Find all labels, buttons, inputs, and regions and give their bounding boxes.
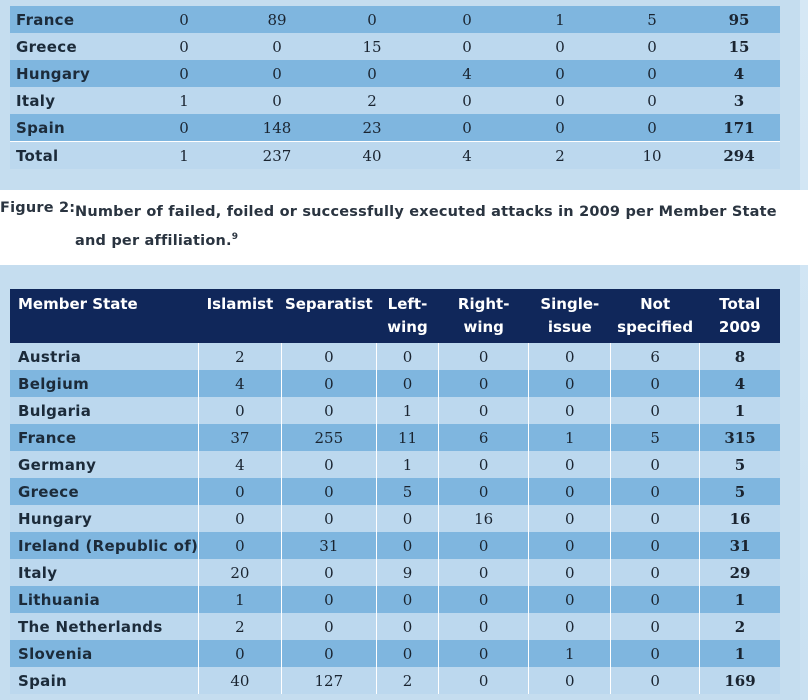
table-cell: 0 [138, 114, 230, 142]
table-cell: 37 [199, 424, 282, 451]
table-cell: 1 [199, 586, 282, 613]
table-cell: 0 [420, 114, 514, 142]
table-cell: 0 [281, 640, 376, 667]
table-cell: 0 [529, 559, 611, 586]
table-cell: 31 [281, 532, 376, 559]
table-row [10, 142, 780, 170]
table-cell: 0 [138, 60, 230, 87]
table-cell: 0 [529, 478, 611, 505]
table-row [10, 6, 780, 33]
row-total: 95 [698, 6, 780, 33]
table-cell: 0 [281, 586, 376, 613]
table-cell: 0 [281, 343, 376, 370]
figure-text [75, 200, 805, 254]
table-cell: 0 [376, 586, 438, 613]
row-label: France [10, 6, 138, 33]
row-label: Spain [10, 114, 138, 142]
row-label: Belgium [10, 370, 199, 397]
row-total: 16 [700, 505, 780, 532]
column-header: Right- wing [438, 289, 528, 343]
table-row [10, 424, 780, 451]
table-cell: 0 [420, 6, 514, 33]
table-cell: 0 [438, 370, 528, 397]
row-total: 171 [698, 114, 780, 142]
table-cell: 15 [324, 33, 420, 60]
table-cell: 4 [420, 142, 514, 170]
table-cell: 4 [420, 60, 514, 87]
table-cell: 10 [606, 142, 698, 170]
table-row [10, 114, 780, 142]
table-cell: 0 [611, 397, 700, 424]
table-cell: 0 [281, 613, 376, 640]
table-row [10, 640, 780, 667]
row-total: 4 [698, 60, 780, 87]
row-label: The Netherlands [10, 613, 199, 640]
table-row [10, 532, 780, 559]
table-cell: 0 [438, 478, 528, 505]
table-cell: 0 [230, 60, 324, 87]
table-cell: 1 [529, 424, 611, 451]
table-row [10, 559, 780, 586]
table-cell: 0 [420, 33, 514, 60]
table-cell: 0 [611, 613, 700, 640]
table-cell: 0 [376, 613, 438, 640]
table-cell: 23 [324, 114, 420, 142]
table-cell: 0 [376, 505, 438, 532]
row-label: Slovenia [10, 640, 199, 667]
table-cell: 0 [514, 33, 606, 60]
table-cell: 5 [376, 478, 438, 505]
table-cell: 9 [376, 559, 438, 586]
table-cell: 0 [199, 397, 282, 424]
table-cell: 0 [529, 343, 611, 370]
figure-text-body: Number of failed, foiled or successfully executed attacks in 2009 per Member State and per affiliation. [75, 204, 777, 249]
table-row [10, 478, 780, 505]
table-cell: 40 [199, 667, 282, 694]
column-header: Separatist [281, 289, 376, 343]
row-total: 31 [700, 532, 780, 559]
table-cell: 0 [281, 559, 376, 586]
table-cell: 0 [281, 505, 376, 532]
row-label: France [10, 424, 199, 451]
table-cell: 16 [438, 505, 528, 532]
table-cell: 2 [199, 343, 282, 370]
row-total: 169 [700, 667, 780, 694]
table-cell: 237 [230, 142, 324, 170]
table-cell: 0 [376, 343, 438, 370]
table-cell: 0 [281, 451, 376, 478]
row-label: Greece [10, 33, 138, 60]
table-cell: 0 [611, 559, 700, 586]
table-cell: 0 [611, 586, 700, 613]
row-total: 1 [700, 640, 780, 667]
column-header: Total 2009 [700, 289, 780, 343]
table-cell: 0 [611, 370, 700, 397]
table-row [10, 613, 780, 640]
table-cell: 0 [606, 87, 698, 114]
table-cell: 0 [606, 33, 698, 60]
table-cell: 0 [611, 478, 700, 505]
table-header-row [10, 289, 780, 343]
row-total: 294 [698, 142, 780, 170]
table-cell: 0 [199, 532, 282, 559]
table-cell: 89 [230, 6, 324, 33]
row-label: Greece [10, 478, 199, 505]
table-cell: 0 [230, 33, 324, 60]
row-total: 15 [698, 33, 780, 60]
table-cell: 0 [438, 640, 528, 667]
table-cell: 0 [138, 33, 230, 60]
row-label: Hungary [10, 60, 138, 87]
table-cell: 1 [514, 6, 606, 33]
table-cell: 0 [438, 343, 528, 370]
table-cell: 0 [376, 370, 438, 397]
table-cell: 2 [199, 613, 282, 640]
table-cell: 0 [611, 667, 700, 694]
table-cell: 2 [324, 87, 420, 114]
table-row [10, 87, 780, 114]
row-total: 315 [700, 424, 780, 451]
column-header: Member State [10, 289, 199, 343]
table-cell: 0 [514, 114, 606, 142]
table-cell: 0 [611, 451, 700, 478]
table-cell: 0 [281, 478, 376, 505]
row-total: 29 [700, 559, 780, 586]
table-cell: 0 [529, 613, 611, 640]
row-label: Hungary [10, 505, 199, 532]
table-cell: 0 [514, 60, 606, 87]
table-cell: 0 [611, 640, 700, 667]
figure-label: Figure 2: [0, 200, 76, 216]
table-cell: 1 [529, 640, 611, 667]
table-row [10, 667, 780, 694]
table-cell: 0 [529, 397, 611, 424]
table-cell: 0 [529, 451, 611, 478]
column-header: Single- issue [529, 289, 611, 343]
table-cell: 0 [199, 640, 282, 667]
table-cell: 0 [281, 397, 376, 424]
row-label: Spain [10, 667, 199, 694]
table-cell: 0 [438, 532, 528, 559]
table-2008-continued [10, 6, 780, 169]
table-cell: 4 [199, 370, 282, 397]
row-total: 3 [698, 87, 780, 114]
row-total: 5 [700, 478, 780, 505]
table-cell: 0 [606, 114, 698, 142]
table-cell: 0 [420, 87, 514, 114]
table-cell: 127 [281, 667, 376, 694]
column-header: Left- wing [376, 289, 438, 343]
table-cell: 0 [376, 532, 438, 559]
row-total: 2 [700, 613, 780, 640]
table-cell: 0 [199, 478, 282, 505]
table-cell: 0 [438, 613, 528, 640]
footnote-ref[interactable]: 9 [231, 232, 239, 242]
table-cell: 40 [324, 142, 420, 170]
table-cell: 0 [438, 586, 528, 613]
row-total: 8 [700, 343, 780, 370]
table-row [10, 586, 780, 613]
row-total: 1 [700, 397, 780, 424]
table-cell: 148 [230, 114, 324, 142]
table-cell: 5 [606, 6, 698, 33]
table-cell: 0 [529, 586, 611, 613]
row-label: Bulgaria [10, 397, 199, 424]
table-cell: 0 [611, 532, 700, 559]
table-cell: 0 [529, 667, 611, 694]
table-cell: 0 [324, 60, 420, 87]
table-cell: 1 [376, 451, 438, 478]
row-label: Austria [10, 343, 199, 370]
table-cell: 0 [230, 87, 324, 114]
table-row [10, 33, 780, 60]
table-row [10, 397, 780, 424]
table-row [10, 505, 780, 532]
table-cell: 0 [324, 6, 420, 33]
row-total: 5 [700, 451, 780, 478]
row-total: 4 [700, 370, 780, 397]
row-label: Germany [10, 451, 199, 478]
table-cell: 0 [529, 505, 611, 532]
row-label: Total [10, 142, 138, 170]
table-cell: 0 [438, 451, 528, 478]
table-cell: 1 [376, 397, 438, 424]
table-cell: 6 [611, 343, 700, 370]
row-label: Lithuania [10, 586, 199, 613]
table-cell: 1 [138, 142, 230, 170]
table-cell: 4 [199, 451, 282, 478]
attacks-2009-table [10, 289, 780, 694]
table-cell: 5 [611, 424, 700, 451]
table-cell: 6 [438, 424, 528, 451]
table-cell: 20 [199, 559, 282, 586]
column-header: Islamist [199, 289, 282, 343]
table-cell: 0 [606, 60, 698, 87]
table-cell: 2 [376, 667, 438, 694]
table-row [10, 370, 780, 397]
table-cell: 0 [438, 667, 528, 694]
table-cell: 2 [514, 142, 606, 170]
table-cell: 0 [438, 397, 528, 424]
table-cell: 0 [281, 370, 376, 397]
column-header: Not specified [611, 289, 700, 343]
row-label: Italy [10, 87, 138, 114]
table-cell: 1 [138, 87, 230, 114]
table-cell: 0 [376, 640, 438, 667]
table-cell: 0 [438, 559, 528, 586]
table-cell: 0 [138, 6, 230, 33]
table-cell: 255 [281, 424, 376, 451]
table-row [10, 451, 780, 478]
table-row [10, 60, 780, 87]
table-cell: 0 [529, 370, 611, 397]
table-row [10, 343, 780, 370]
table-cell: 0 [514, 87, 606, 114]
row-label: Italy [10, 559, 199, 586]
table-cell: 0 [199, 505, 282, 532]
table-cell: 0 [611, 505, 700, 532]
row-total: 1 [700, 586, 780, 613]
table-cell: 11 [376, 424, 438, 451]
row-label: Ireland (Republic of) [10, 532, 199, 559]
table-cell: 0 [529, 532, 611, 559]
